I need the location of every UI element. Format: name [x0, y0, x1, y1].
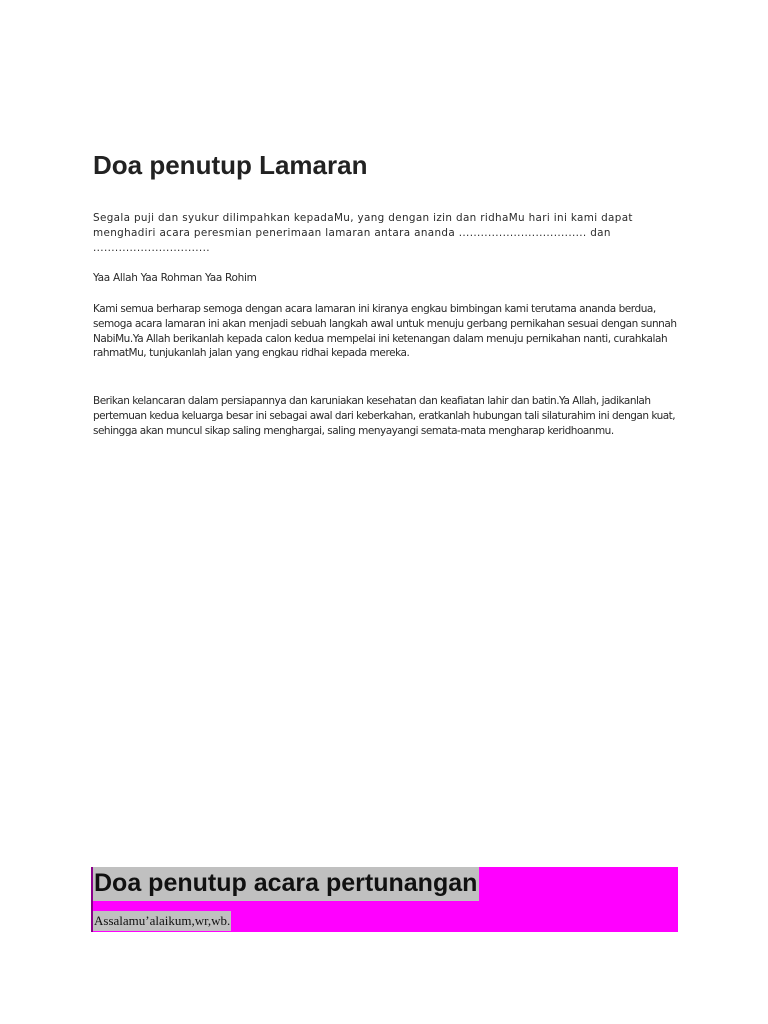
greeting-text: Assalamu’alaikum,wr,wb.	[93, 911, 231, 931]
hope-paragraph: Kami semua berharap semoga dengan acara lamaran ini kiranya engkau bimbingan kami terutama ananda berdua, semoga acara lamaran ini akan menjadi sebuah langkah awal untuk menuju gerbang pernikahan sesuai dengan sunnah NabiMu.Ya Allah berikanlah kepada calon kedua mempelai ini ketenangan dalam menuju pernikahan nanti, curahkalah rahmatMu, tunjukanlah jalan yang engkau ridhai kepada mereka.	[93, 303, 677, 360]
intro-paragraph: Segala puji dan syukur dilimpahkan kepadaMu, yang dengan izin dan ridhaMu hari ini kami dapat menghadiri acara peresmian penerimaan lamaran antara ananda ................................... dan ................................	[93, 212, 633, 254]
section-heading: Doa penutup acara pertunangan	[93, 867, 479, 901]
blessing-paragraph: Berikan kelancaran dalam persiapannya dan karuniakan kesehatan dan keafiatan lahir dan batin.Ya Allah, jadikanlah pertemuan kedua keluarga besar ini sebagai awal dari keberkahan, eratkanlah hubungan tali silaturahim ini dengan kuat, sehingga akan muncul sikap saling menghargai, saling menyayangi semata-mata mengharap keridhoanmu.	[93, 395, 676, 437]
highlighted-section-banner	[91, 867, 678, 932]
invocation-paragraph: Yaa Allah Yaa Rohman Yaa Rohim	[93, 272, 257, 284]
page-title: Doa penutup Lamaran	[93, 150, 368, 180]
